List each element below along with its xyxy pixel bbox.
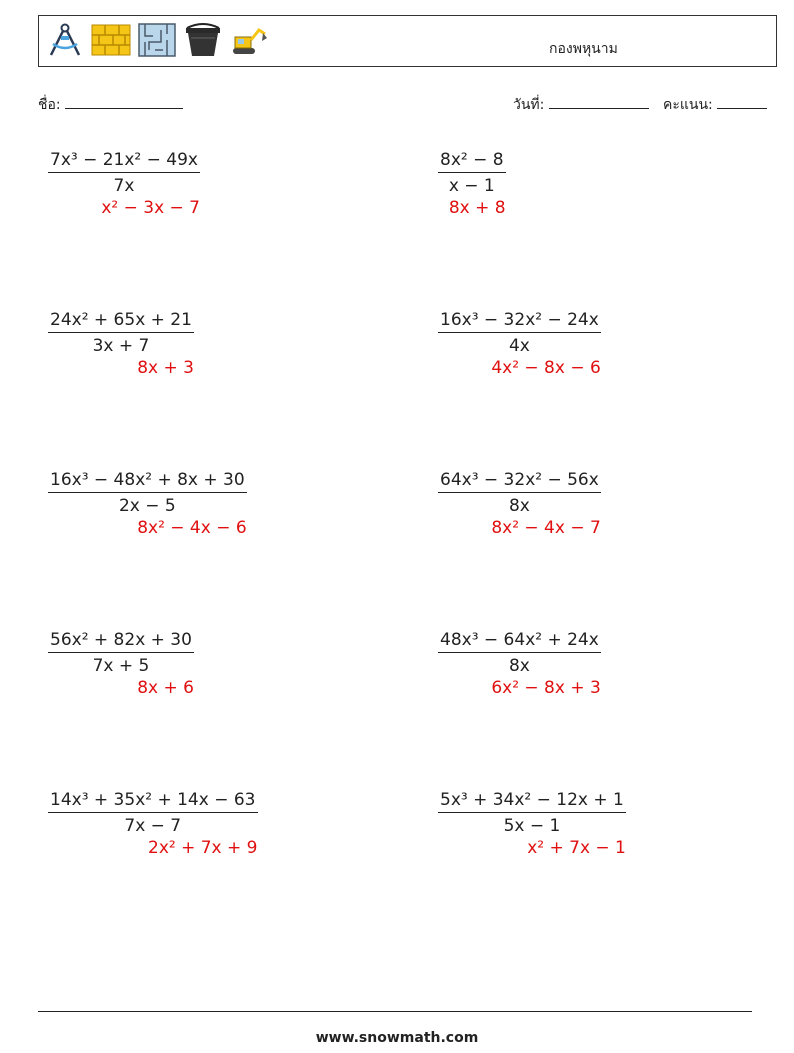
date-label: วันที่: <box>513 97 545 113</box>
footer-divider <box>38 1011 752 1012</box>
excavator-icon <box>229 22 269 58</box>
numerator: 8x² − 8 <box>440 150 504 170</box>
answer: x² − 3x − 7 <box>101 198 200 218</box>
numerator: 48x³ − 64x² + 24x <box>440 630 599 650</box>
numerator: 16x³ − 32x² − 24x <box>440 310 599 330</box>
fraction-bar <box>438 332 601 333</box>
problem-1 <box>48 150 200 218</box>
fraction-bar <box>48 812 258 813</box>
numerator: 16x³ − 48x² + 8x + 30 <box>50 470 245 490</box>
fraction-bar <box>438 652 601 653</box>
answer: 8x + 8 <box>448 198 506 218</box>
date-blank[interactable] <box>549 94 649 109</box>
worksheet-header <box>38 15 777 67</box>
fraction-bar <box>48 652 194 653</box>
fraction-bar <box>438 492 601 493</box>
header-icons <box>45 22 269 58</box>
denominator: x − 1 <box>448 176 495 196</box>
numerator: 5x³ + 34x² − 12x + 1 <box>440 790 624 810</box>
date-field <box>513 94 649 116</box>
answer: 8x² − 4x − 7 <box>491 518 601 538</box>
bucket-icon <box>183 22 223 58</box>
name-label: ชื่อ: <box>38 97 61 113</box>
denominator: 3x + 7 <box>92 336 150 356</box>
footer-url[interactable]: www.snowmath.com <box>315 1030 479 1046</box>
fraction-bar <box>48 332 194 333</box>
score-field <box>663 94 767 116</box>
answer: 4x² − 8x − 6 <box>491 358 601 378</box>
denominator: 7x + 5 <box>92 656 150 676</box>
denominator: 5x − 1 <box>503 816 561 836</box>
answer: 2x² + 7x + 9 <box>148 838 258 858</box>
denominator: 8x <box>508 496 530 516</box>
problem-5 <box>48 470 247 538</box>
numerator: 56x² + 82x + 30 <box>50 630 192 650</box>
fraction-bar <box>438 812 626 813</box>
answer: x² + 7x − 1 <box>527 838 626 858</box>
denominator: 2x − 5 <box>118 496 176 516</box>
compass-icon <box>45 22 85 58</box>
problem-8 <box>438 630 601 698</box>
denominator: 7x − 7 <box>124 816 182 836</box>
fraction-bar <box>48 172 200 173</box>
score-blank[interactable] <box>717 94 767 109</box>
numerator: 7x³ − 21x² − 49x <box>50 150 198 170</box>
numerator: 24x² + 65x + 21 <box>50 310 192 330</box>
numerator: 14x³ + 35x² + 14x − 63 <box>50 790 256 810</box>
problem-2 <box>438 150 506 218</box>
denominator: 4x <box>508 336 530 356</box>
problem-4 <box>438 310 601 378</box>
numerator: 64x³ − 32x² − 56x <box>440 470 599 490</box>
answer: 6x² − 8x + 3 <box>491 678 601 698</box>
problem-6 <box>438 470 601 538</box>
score-label: คะแนน: <box>663 97 713 113</box>
maze-icon <box>137 22 177 58</box>
name-field <box>38 94 183 116</box>
denominator: 7x <box>113 176 135 196</box>
fraction-bar <box>48 492 247 493</box>
denominator: 8x <box>508 656 530 676</box>
worksheet-title: กองพหุนาม <box>549 41 618 57</box>
answer: 8x + 6 <box>137 678 194 698</box>
problem-3 <box>48 310 194 378</box>
problem-7 <box>48 630 194 698</box>
answer: 8x + 3 <box>137 358 194 378</box>
name-blank[interactable] <box>65 94 183 109</box>
answer: 8x² − 4x − 6 <box>137 518 247 538</box>
problem-9 <box>48 790 258 858</box>
brick-wall-icon <box>91 22 131 58</box>
fraction-bar <box>438 172 506 173</box>
problem-10 <box>438 790 626 858</box>
